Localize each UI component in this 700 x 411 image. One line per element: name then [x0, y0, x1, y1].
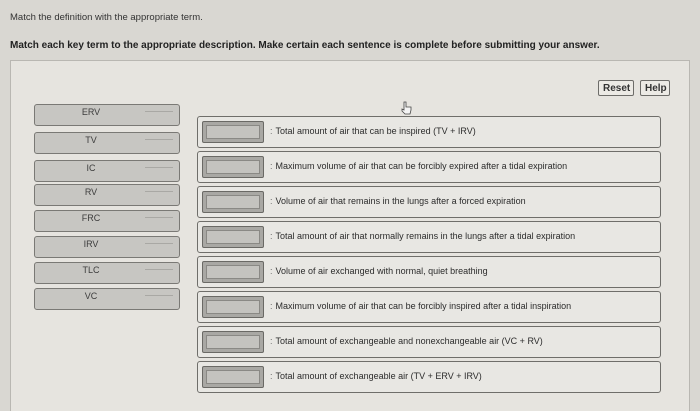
term-label: TV	[85, 135, 97, 145]
drop-slot[interactable]	[202, 366, 264, 388]
pointer-cursor-icon	[400, 101, 414, 115]
term-label: IRV	[83, 239, 99, 249]
description-text: : Total amount of exchangeable air (TV + ERV + IRV)	[270, 371, 482, 381]
match-row-6	[197, 291, 661, 323]
term-label: ERV	[81, 107, 101, 117]
term-label: VC	[84, 291, 98, 301]
match-row-7	[197, 326, 661, 358]
description-text: : Volume of air exchanged with normal, quiet breathing	[270, 266, 488, 276]
description-text: : Total amount of air that can be inspired (TV + IRV)	[270, 126, 476, 136]
drop-slot[interactable]	[202, 261, 264, 283]
sub-instruction-text: Match each key term to the appropriate description. Make certain each sentence is complete before submitting your answer.	[10, 40, 600, 51]
description-text: : Volume of air that remains in the lungs after a forced expiration	[270, 196, 526, 206]
match-row-2	[197, 151, 661, 183]
description-text: : Maximum volume of air that can be forcibly expired after a tidal expiration	[270, 161, 567, 171]
term-label: IC	[86, 163, 96, 173]
drop-slot[interactable]	[202, 121, 264, 143]
description-text: : Total amount of exchangeable and nonexchangeable air (VC + RV)	[270, 336, 543, 346]
match-row-3	[197, 186, 661, 218]
match-row-4	[197, 221, 661, 253]
term-chip-vc[interactable]	[34, 288, 180, 310]
term-label: RV	[84, 187, 98, 197]
term-chip-frc[interactable]	[34, 210, 180, 232]
drop-slot[interactable]	[202, 156, 264, 178]
term-chip-tlc[interactable]	[34, 262, 180, 284]
term-label: FRC	[81, 213, 101, 223]
instruction-text: Match the definition with the appropriate term.	[10, 12, 203, 23]
term-chip-irv[interactable]	[34, 236, 180, 258]
term-chip-tv[interactable]	[34, 132, 180, 154]
match-row-8	[197, 361, 661, 393]
drop-slot[interactable]	[202, 226, 264, 248]
description-text: : Total amount of air that normally remains in the lungs after a tidal expiration	[270, 231, 575, 241]
help-button[interactable]: Help	[640, 80, 670, 96]
match-row-1	[197, 116, 661, 148]
term-chip-ic[interactable]	[34, 160, 180, 182]
term-label: TLC	[82, 265, 100, 275]
drop-slot[interactable]	[202, 191, 264, 213]
drop-slot[interactable]	[202, 331, 264, 353]
reset-button[interactable]: Reset	[598, 80, 634, 96]
term-chip-rv[interactable]	[34, 184, 180, 206]
drop-slot[interactable]	[202, 296, 264, 318]
match-row-5	[197, 256, 661, 288]
term-chip-erv[interactable]	[34, 104, 180, 126]
description-text: : Maximum volume of air that can be forcibly inspired after a tidal inspiration	[270, 301, 571, 311]
